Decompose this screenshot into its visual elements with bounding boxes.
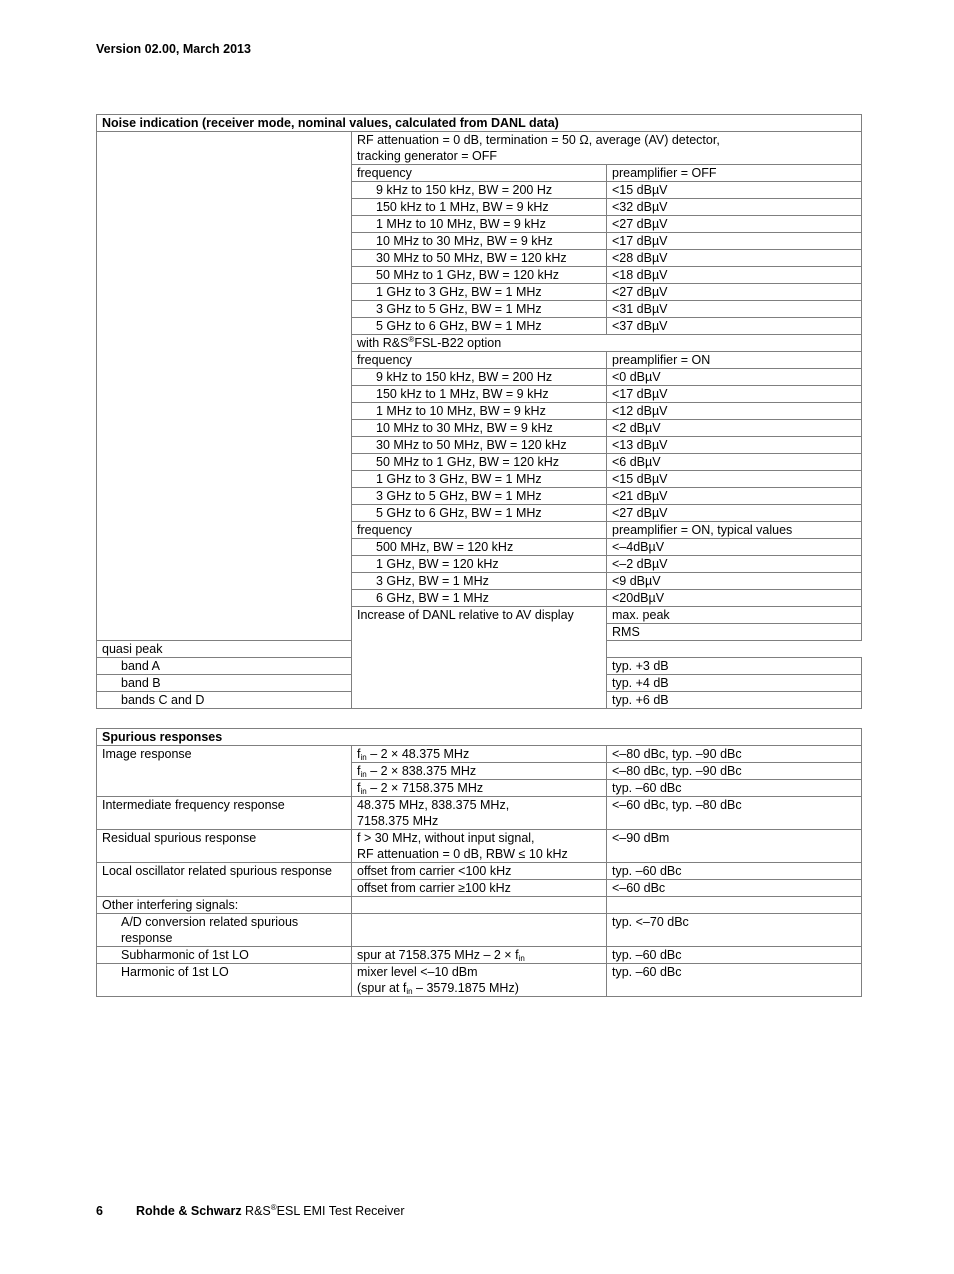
noise-title: Noise indication (receiver mode, nominal values, calculated from DANL data) (97, 115, 862, 132)
table-row: 50 MHz to 1 GHz, BW = 120 kHz <6 dBµV (97, 454, 862, 471)
table-row: 6 GHz, BW = 1 MHz <20dBµV (97, 590, 862, 607)
page-footer: 6 Rohde & Schwarz R&S®ESL EMI Test Receiver (96, 1203, 405, 1218)
table-row: offset from carrier ≥100 kHz <–60 dBc (97, 880, 862, 897)
product-name: ESL EMI Test Receiver (276, 1204, 405, 1218)
table-row: Intermediate frequency response 48.375 MHz, 838.375 MHz, 7158.375 MHz <–60 dBc, typ. –80 dBc (97, 797, 862, 830)
table-header-row (97, 115, 862, 132)
table-header-row (97, 729, 862, 746)
table-row: bands C and D typ. +6 dB (97, 692, 862, 709)
table-row: RMS (97, 624, 862, 641)
page-number: 6 (96, 1204, 103, 1218)
table-row: 5 GHz to 6 GHz, BW = 1 MHz <37 dBµV (97, 318, 862, 335)
table-row: Other interfering signals: (97, 897, 862, 914)
table-row: A/D conversion related spurious response typ. <–70 dBc (97, 914, 862, 947)
preamp-on-header: preamplifier = ON (607, 352, 862, 369)
table-row: band A typ. +3 dB (97, 658, 862, 675)
freq-header: frequency (352, 352, 607, 369)
table-row: 1 MHz to 10 MHz, BW = 9 kHz <12 dBµV (97, 403, 862, 420)
table-row: Local oscillator related spurious response offset from carrier <100 kHz typ. –60 dBc (97, 863, 862, 880)
table-row: 3 GHz to 5 GHz, BW = 1 MHz <21 dBµV (97, 488, 862, 505)
table-row: Increase of DANL relative to AV display max. peak (97, 607, 862, 624)
option-b22-row: with R&S®FSL-B22 option (352, 335, 862, 352)
preamp-on-typical-header: preamplifier = ON, typical values (607, 522, 862, 539)
table-row: 10 MHz to 30 MHz, BW = 9 kHz <17 dBµV (97, 233, 862, 250)
danl-label: Increase of DANL relative to AV display (352, 607, 607, 709)
table-row: 3 GHz to 5 GHz, BW = 1 MHz <31 dBµV (97, 301, 862, 318)
table-row: 150 kHz to 1 MHz, BW = 9 kHz <17 dBµV (97, 386, 862, 403)
version-header: Version 02.00, March 2013 (96, 42, 251, 56)
table-row: 50 MHz to 1 GHz, BW = 120 kHz <18 dBµV (97, 267, 862, 284)
table-row: 9 kHz to 150 kHz, BW = 200 Hz <15 dBµV (97, 182, 862, 199)
preamp-off-header: preamplifier = OFF (607, 165, 862, 182)
table-row: 5 GHz to 6 GHz, BW = 1 MHz <27 dBµV (97, 505, 862, 522)
table-row: 1 GHz, BW = 120 kHz <–2 dBµV (97, 556, 862, 573)
table-row: 30 MHz to 50 MHz, BW = 120 kHz <13 dBµV (97, 437, 862, 454)
table-row: 1 GHz to 3 GHz, BW = 1 MHz <27 dBµV (97, 284, 862, 301)
table-row: 500 MHz, BW = 120 kHz <–4dBµV (97, 539, 862, 556)
company-name: Rohde & Schwarz (136, 1204, 242, 1218)
table-row: 150 kHz to 1 MHz, BW = 9 kHz <32 dBµV (97, 199, 862, 216)
table-row: 30 MHz to 50 MHz, BW = 120 kHz <28 dBµV (97, 250, 862, 267)
freq-header: frequency (352, 165, 607, 182)
table-row: Subharmonic of 1st LO spur at 7158.375 MHz – 2 × fin typ. –60 dBc (97, 947, 862, 964)
table-row (97, 132, 862, 165)
noise-indication-table (96, 114, 862, 709)
table-row: quasi peak (97, 641, 862, 658)
table-row: Harmonic of 1st LO mixer level <–10 dBm (spur at fin – 3579.1875 MHz) typ. –60 dBc (97, 964, 862, 997)
table-row: 10 MHz to 30 MHz, BW = 9 kHz <2 dBµV (97, 420, 862, 437)
noise-label-cell (97, 132, 352, 641)
table-row: Image response fin – 2 × 48.375 MHz <–80 dBc, typ. –90 dBc (97, 746, 862, 763)
table-row: band B typ. +4 dB (97, 675, 862, 692)
table-row: fin – 2 × 7158.375 MHz typ. –60 dBc (97, 780, 862, 797)
table-row: 3 GHz, BW = 1 MHz <9 dBµV (97, 573, 862, 590)
spurious-title: Spurious responses (97, 729, 862, 746)
spurious-responses-table (96, 728, 862, 997)
table-row: 1 MHz to 10 MHz, BW = 9 kHz <27 dBµV (97, 216, 862, 233)
table-row: fin – 2 × 838.375 MHz <–80 dBc, typ. –90 dBc (97, 763, 862, 780)
freq-header: frequency (352, 522, 607, 539)
table-row: Residual spurious response f > 30 MHz, without input signal, RF attenuation = 0 dB, RBW ≤ 10 kHz <–90 dBm (97, 830, 862, 863)
noise-conditions: RF attenuation = 0 dB, termination = 50 Ω, average (AV) detector, tracking generator = OFF (352, 132, 862, 165)
table-row: 9 kHz to 150 kHz, BW = 200 Hz <0 dBµV (97, 369, 862, 386)
table-row: 1 GHz to 3 GHz, BW = 1 MHz <15 dBµV (97, 471, 862, 488)
